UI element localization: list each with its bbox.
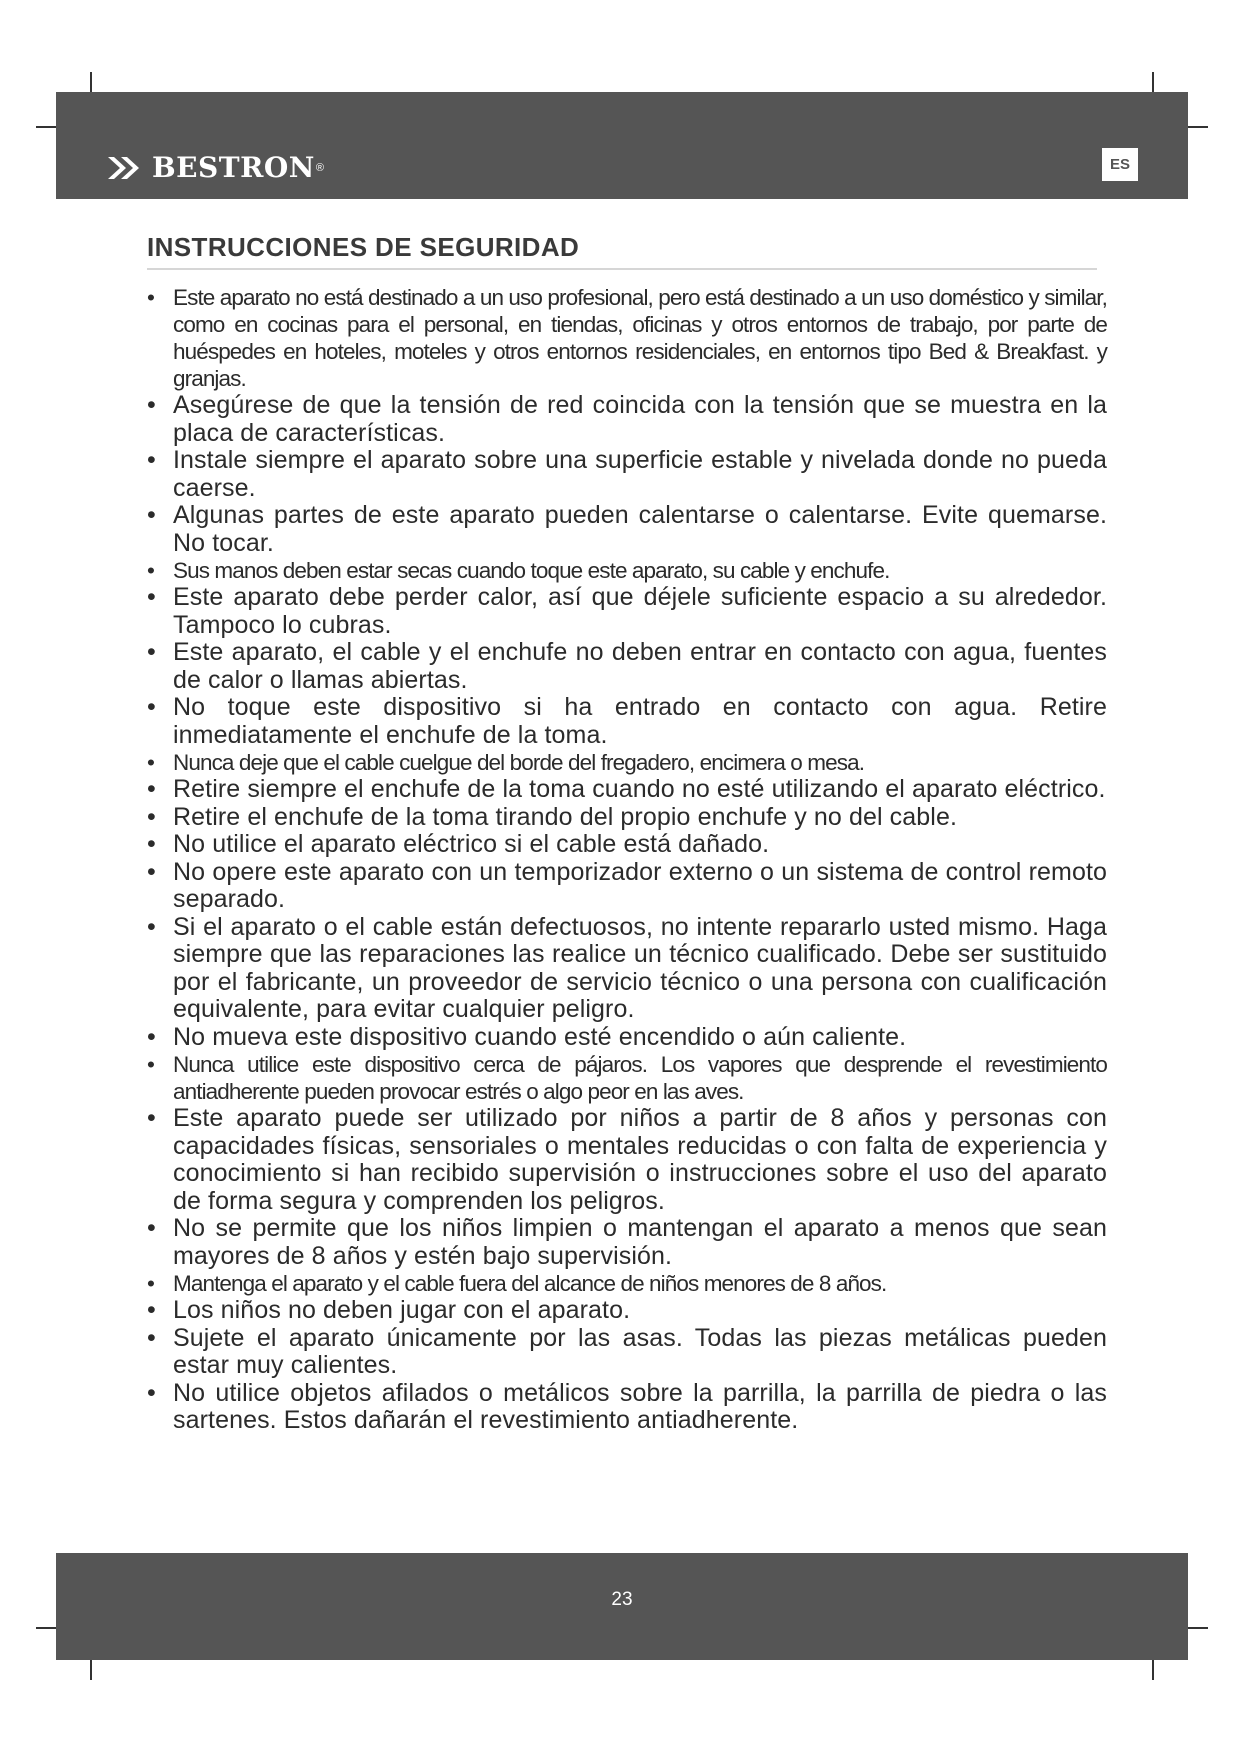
list-item: • Nunca utilice este dispositivo cerca de pájaros. Los vapores que desprende el revestimiento antiadherente pueden provocar estrés o algo peor en las aves. [147,1051,1107,1105]
brand-logo [108,148,324,188]
double-chevron-icon [108,155,142,181]
list-item: • Este aparato debe perder calor, así que déjele suficiente espacio a su alrededor. Tampoco lo cubras. [147,584,1107,639]
safety-instruction-list [147,284,1107,1435]
list-item: • Asegúrese de que la tensión de red coincida con la tensión que se muestra en la placa de características. [147,392,1107,447]
list-item: • Este aparato no está destinado a un uso profesional, pero está destinado a un uso doméstico y similar, como en cocinas para el personal, en tiendas, oficinas y otros entornos de trabajo, por parte de huéspedes en hoteles, moteles y otros entornos residenciales, en entornos tipo Bed & Breakfast. y granjas. [147,284,1107,392]
list-item: • Algunas partes de este aparato pueden calentarse o calentarse. Evite quemarse. No tocar. [147,502,1107,557]
page-header [56,92,1188,199]
list-item: • No mueva este dispositivo cuando esté encendido o aún caliente. [147,1024,1107,1052]
list-item: • No opere este aparato con un temporizador externo o un sistema de control remoto separado. [147,859,1107,914]
list-item: • Sus manos deben estar secas cuando toque este aparato, su cable y enchufe. [147,557,1107,584]
registered-mark: ® [315,162,324,174]
list-item: • Sujete el aparato únicamente por las asas. Todas las piezas metálicas pueden estar muy calientes. [147,1325,1107,1380]
list-item: • Retire el enchufe de la toma tirando del propio enchufe y no del cable. [147,804,1107,832]
page-number: 23 [611,1589,633,1610]
list-item: • Este aparato, el cable y el enchufe no deben entrar en contacto con agua, fuentes de calor o llamas abiertas. [147,639,1107,694]
title-divider [147,268,1097,270]
list-item: • Este aparato puede ser utilizado por niños a partir de 8 años y personas con capacidades físicas, sensoriales o mentales reducidas o con falta de experiencia y conocimiento si han recibido supervisión o instrucciones sobre el uso del aparato de forma segura y comprenden los peligros. [147,1105,1107,1215]
brand-name: BESTRON [152,151,315,184]
list-item: • Los niños no deben jugar con el aparato. [147,1297,1107,1325]
page-footer [56,1553,1188,1660]
list-item: • No utilice el aparato eléctrico si el cable está dañado. [147,831,1107,859]
list-item: • No se permite que los niños limpien o mantengan el aparato a menos que sean mayores de 8 años y estén bajo supervisión. [147,1215,1107,1270]
list-item: • No utilice objetos afilados o metálicos sobre la parrilla, la parrilla de piedra o las sartenes. Estos dañarán el revestimiento antiadherente. [147,1380,1107,1435]
list-item: • Instale siempre el aparato sobre una superficie estable y nivelada donde no pueda caerse. [147,447,1107,502]
list-item: • Nunca deje que el cable cuelgue del borde del fregadero, encimera o mesa. [147,749,1107,776]
list-item: • Si el aparato o el cable están defectuosos, no intente repararlo usted mismo. Haga siempre que las reparaciones las realice un técnico cualificado. Debe ser sustituido por el fabricante, un proveedor de servicio técnico o una persona con cualificación equivalente, para evitar cualquier peligro. [147,914,1107,1024]
list-item: • Retire siempre el enchufe de la toma cuando no esté utilizando el aparato eléctrico. [147,776,1107,804]
list-item: • No toque este dispositivo si ha entrado en contacto con agua. Retire inmediatamente el enchufe de la toma. [147,694,1107,749]
language-badge: ES [1102,148,1138,181]
list-item: • Mantenga el aparato y el cable fuera del alcance de niños menores de 8 años. [147,1270,1107,1297]
page-title: INSTRUCCIONES DE SEGURIDAD [147,232,580,262]
